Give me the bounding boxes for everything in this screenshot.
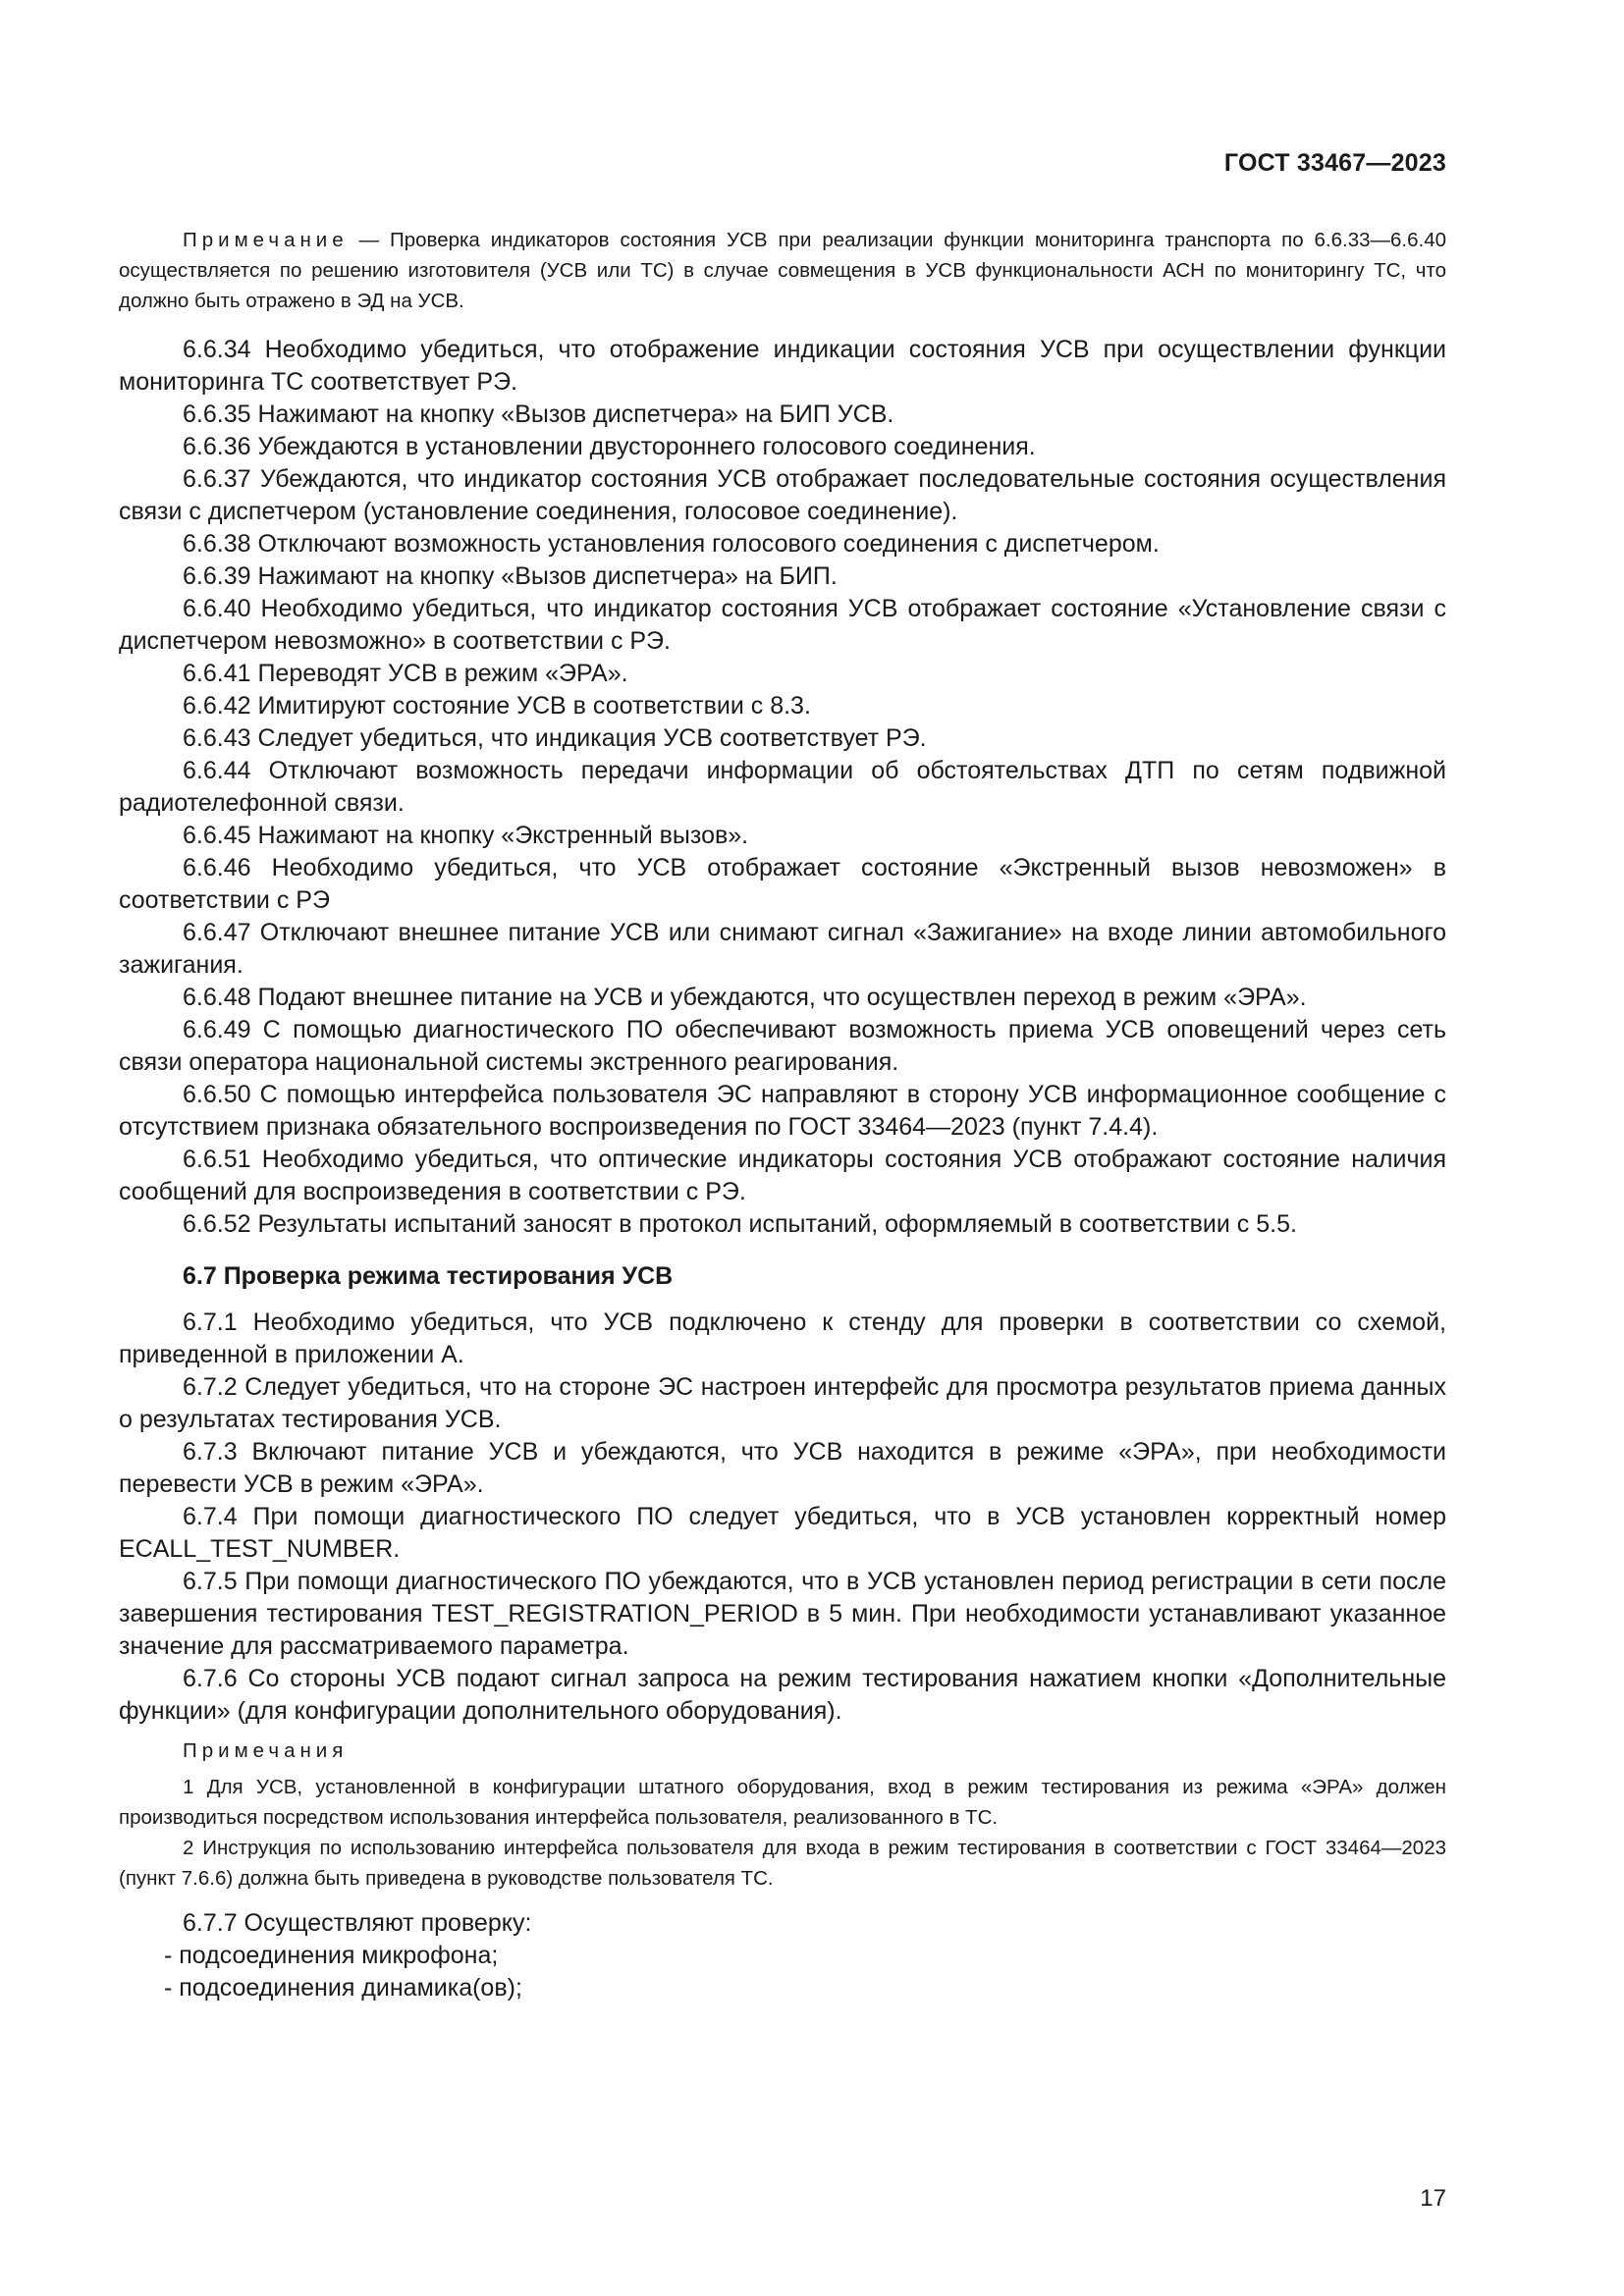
paragraph-6-6-39: 6.6.39 Нажимают на кнопку «Вызов диспетчера» на БИП. [183, 562, 838, 590]
paragraph-6-6-34: 6.6.34 Необходимо убедиться, что отображение индикации состояния УСВ при осуществлении функции мониторинга ТС соответствует РЭ. [119, 336, 1446, 396]
paragraph-6-6-41: 6.6.41 Переводят УСВ в режим «ЭРА». [183, 660, 628, 687]
notes-title: Примечания [183, 1739, 349, 1762]
list-item-speakers: - подсоединения динамика(ов); [164, 1974, 522, 2002]
list-item-microphone: - подсоединения микрофона; [164, 1942, 499, 1969]
top-note [119, 225, 1446, 316]
paragraph-6-7-1: 6.7.1 Необходимо убедиться, что УСВ подключено к стенду для проверки в соответствии со схемой, приведенной в приложении А. [119, 1308, 1446, 1368]
paragraph-6-6-45: 6.6.45 Нажимают на кнопку «Экстренный вызов». [183, 822, 749, 849]
paragraph-6-6-44: 6.6.44 Отключают возможность передачи информации об обстоятельствах ДТП по сетям подвижной радиотелефонной связи. [119, 757, 1446, 817]
note-item-2: 2 Инструкция по использованию интерфейса пользователя для входа в режим тестирования в соответствии с ГОСТ 33464—2023 (пункт 7.6.6) должна быть приведена в руководстве пользователя ТС. [119, 1837, 1446, 1890]
paragraph-6-7-6: 6.7.6 Со стороны УСВ подают сигнал запроса на режим тестирования нажатием кнопки «Дополнительные функции» (для конфигурации дополнительного оборудования). [119, 1665, 1446, 1725]
paragraph-6-6-46: 6.6.46 Необходимо убедиться, что УСВ отображает состояние «Экстренный вызов невозможен» в соответствии с РЭ [119, 854, 1446, 914]
note-item-1: 1 Для УСВ, установленной в конфигурации штатного оборудования, вход в режим тестирования из режима «ЭРА» должен производиться посредством использования интерфейса пользователя, реализованного в ТС. [119, 1776, 1446, 1829]
document-code: ГОСТ 33467—2023 [1223, 149, 1446, 177]
paragraph-6-6-37: 6.6.37 Убеждаются, что индикатор состояния УСВ отображает последовательные состояния осуществления связи с диспетчером (установление соединения, голосовое соединение). [119, 465, 1446, 525]
paragraph-6-6-48: 6.6.48 Подают внешнее питание на УСВ и убеждаются, что осуществлен переход в режим «ЭРА». [183, 984, 1307, 1011]
paragraph-6-7-3: 6.7.3 Включают питание УСВ и убеждаются, что УСВ находится в режиме «ЭРА», при необходимости перевести УСВ в режим «ЭРА». [119, 1438, 1446, 1498]
page-content [119, 225, 1446, 2004]
paragraph-6-6-40: 6.6.40 Необходимо убедиться, что индикатор состояния УСВ отображает состояние «Установление связи с диспетчером невозможно» в соответствии с РЭ. [119, 595, 1446, 655]
note-text: — Проверка индикаторов состояния УСВ при реализации функции мониторинга транспорта по 6.6.33—6.6.40 осуществляется по решению изготовителя (УСВ или ТС) в случае совмещения в УСВ функциональности АСН по мониторингу ТС, что должно быть отражено в ЭД на УСВ. [119, 229, 1446, 312]
section-heading-6-7: 6.7 Проверка режима тестирования УСВ [183, 1262, 674, 1290]
note-paragraph [119, 225, 1446, 316]
paragraph-6-6-35: 6.6.35 Нажимают на кнопку «Вызов диспетчера» на БИП УСВ. [183, 400, 894, 428]
paragraph-6-6-51: 6.6.51 Необходимо убедиться, что оптические индикаторы состояния УСВ отображают состояние наличия сообщений для воспроизведения в соответствии с РЭ. [119, 1146, 1446, 1205]
section-6-7-paragraphs [119, 1307, 1446, 1728]
paragraph-6-7-5: 6.7.5 При помощи диагностического ПО убеждаются, что в УСВ установлен период регистрации в сети после завершения тестирования TEST_REGISTRATION_PERIOD в 5 мин. При необходимости устанавливают указанное значение для рассматриваемого параметра. [119, 1568, 1446, 1660]
paragraph-6-7-7: 6.7.7 Осуществляют проверку: [183, 1909, 532, 1937]
paragraph-6-6-49: 6.6.49 С помощью диагностического ПО обеспечивают возможность приема УСВ оповещений через сеть связи оператора национальной системы экстренного реагирования. [119, 1016, 1446, 1076]
note-label: Примечание [183, 229, 349, 251]
paragraph-6-6-52: 6.6.52 Результаты испытаний заносят в протокол испытаний, оформляемый в соответствии с 5.5. [183, 1210, 1297, 1238]
paragraph-6-6-50: 6.6.50 С помощью интерфейса пользователя ЭС направляют в сторону УСВ информационное сообщение с отсутствием признака обязательного воспроизведения по ГОСТ 33464—2023 (пункт 7.4.4). [119, 1081, 1446, 1141]
paragraph-6-6-38: 6.6.38 Отключают возможность установления голосового соединения с диспетчером. [183, 530, 1160, 558]
paragraph-6-6-36: 6.6.36 Убеждаются в установлении двустороннего голосового соединения. [183, 433, 1036, 460]
paragraph-6-6-42: 6.6.42 Имитируют состояние УСВ в соответствии с 8.3. [183, 692, 811, 720]
paragraph-6-7-4: 6.7.4 При помощи диагностического ПО следует убедиться, что в УСВ установлен корректный номер ECALL_TEST_NUMBER. [119, 1503, 1446, 1563]
notes-list [119, 1772, 1446, 1894]
paragraph-6-7-2: 6.7.2 Следует убедиться, что на стороне ЭС настроен интерфейс для просмотра результатов приема данных о результатах тестирования УСВ. [119, 1373, 1446, 1433]
page-number: 17 [1420, 2185, 1446, 2212]
section-6-6-paragraphs [119, 334, 1446, 1241]
paragraph-6-6-47: 6.6.47 Отключают внешнее питание УСВ или снимают сигнал «Зажигание» на входе линии автомобильного зажигания. [119, 919, 1446, 979]
paragraph-6-6-43: 6.6.43 Следует убедиться, что индикация УСВ соответствует РЭ. [183, 724, 927, 752]
